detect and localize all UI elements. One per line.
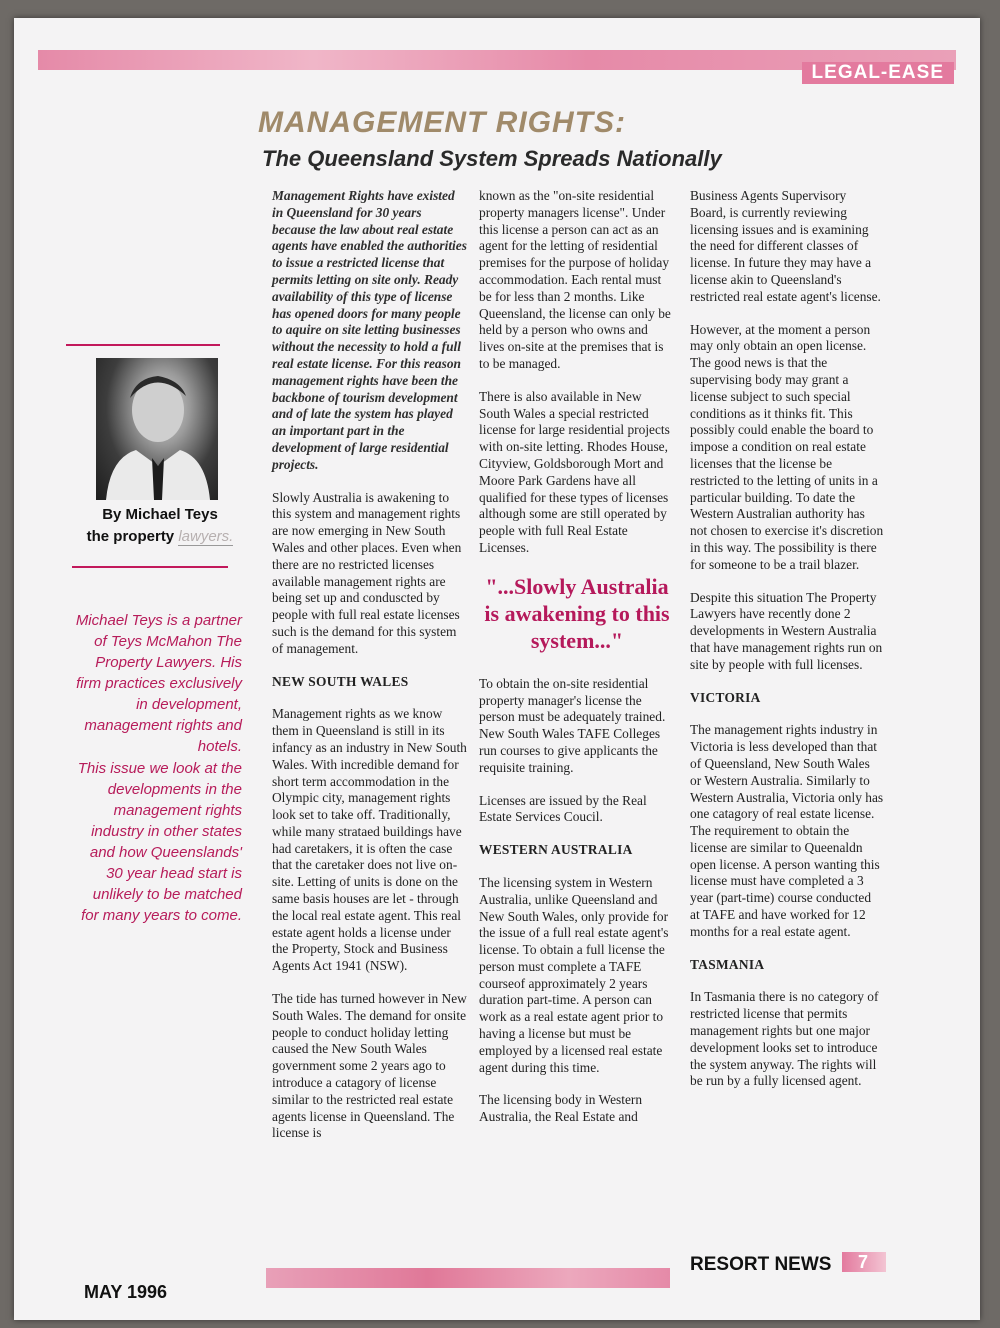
issue-note: This issue we look at the developments in the management rights industry in other states and how Queenslands' 30 year head start is unlikely to be matched for many years to come. [77, 760, 242, 924]
heading-wa: WESTERN AUSTRALIA [479, 842, 633, 858]
paragraph: The licensing system in Western Australia, unlike Queensland and New South Wales, only provide for the issue of a full real estate agent's license. To obtain a full license the person must complete a TAFE courseof approximately 2 years duration part-time. A person can work as a real estate agent prior to having a license but must be employed by a licensed real estate agent during this time. [479, 874, 669, 1075]
divider [66, 344, 220, 346]
page-number: 7 [842, 1252, 886, 1272]
paragraph: To obtain the on-site residential property manager's license the person must be adequately trained. New South Wales TAFE Colleges run courses to give applicants the requisite training. [479, 675, 666, 775]
author-name: By Michael Teys [102, 506, 218, 523]
column-3 [690, 188, 884, 1106]
paragraph: Licenses are issued by the Real Estate Services Coucil. [479, 792, 647, 825]
issue-date: MAY 1996 [84, 1282, 168, 1302]
heading-tasmania: TASMANIA [690, 956, 765, 972]
article-subtitle: The Queensland System Spreads Nationally [262, 146, 722, 171]
paragraph: Business Agents Supervisory Board, is currently reviewing licensing issues and is examining the need for different classes of license. In future they may have a license akin to Queensland's restricted real estate agent's license. [690, 188, 881, 304]
paragraph: known as the "on-site residential property managers license". Under this license a person can act as an agent for the letting of residential premises for the purpose of holiday accommodation. Each rental must be for less than 2 months. Like Queensland, the license can only be held by a person who owns and lives on-site at the premises that is to be managed. [479, 188, 671, 371]
paragraph: The licensing body in Western Australia, the Real Estate and [479, 1092, 643, 1125]
firm-logo [78, 526, 242, 548]
section-tag: LEGAL-EASE [802, 62, 954, 84]
column-2 [479, 188, 675, 1142]
firm-prefix: the property [86, 528, 175, 545]
magazine-name: RESORT NEWS [690, 1254, 832, 1275]
heading-victoria: VICTORIA [690, 689, 761, 705]
firm-word: lawyers. [178, 528, 234, 545]
author-photo [96, 358, 218, 500]
paragraph: Management rights as we know them in Queensland is still in its infancy as an industry in New South Wales. With incredible demand for short term accommodation in the Olympic city, management rights look set to take off. Traditionally, while many strataed buildings have had caretakers, it is often the case that the caretaker does not live on-site. Letting of units is done on the same basis houses are let - through the local real estate agent. This real estate agent holds a license under the Property, Stock and Business Agents Act 1941 (NSW). [272, 706, 467, 974]
heading-nsw: NEW SOUTH WALES [272, 673, 409, 689]
paragraph: The management rights industry in Victoria is less developed than that of Queensland, New South Wales or Western Australia. Similarly to Western Australia, Victoria only has one catagory of real estate license. The requirement to obtain the license are similar to Queenaldn open license. A person wanting this license must have completed a 3 year (part-time) course conducted at TAFE and have worked for 12 months for a real estate agent. [690, 722, 884, 939]
divider [72, 566, 228, 568]
bottom-decorative-band [266, 1268, 670, 1288]
paragraph: However, at the moment a person may only obtain an open license. The good news is that the supervising body may grant a license subject to such special conditions as it thinks fit. This possibly could enable the board to impose a condition on real estate licenses that the license be restricted to the letting of units in a particular building. To date the Western Australian authority has not chosen to exercise it's discretion in this way. The possibility is there for someone to be a trail blazer. [690, 321, 884, 572]
author-byline [78, 504, 242, 548]
column-1 [272, 188, 468, 1158]
intro-paragraph: Management Rights have existed in Queensland for 30 years because the law about real estate agents have enabled the authorities to issue a restricted license that permits letting on site only. Ready availability of this type of license has opened doors for many people to aquire on site letting businesses without the necessity to hold a full real estate license. For this reason management rights have been the backbone of tourism development and of late the system has played an important part in the development of large residential projects. [272, 188, 467, 472]
author-bio: Michael Teys is a partner of Teys McMahon The Property Lawyers. His firm practices exclusively in development, management rights and hotels. [75, 612, 242, 755]
paragraph: The tide has turned however in New South Wales. The demand for onsite people to conduct holiday letting caused the New South Wales government some 2 years ago to introduce a catagory of license similar to the restricted real estate agents license in Queensland. The license is [272, 991, 467, 1141]
pull-quote: "...Slowly Australia is awakening to this system..." [484, 573, 670, 653]
paragraph: Slowly Australia is awakening to this system and management rights are now emerging in New South Wales and other places. Even when there are no restricted licenses available management rights are being set up and conduscted by people with full real estate licenses such is the demand for this system of management. [272, 489, 462, 656]
paragraph: Despite this situation The Property Lawyers have recently done 2 developments in Western Australia that have management rights run on site by people with full licenses. [690, 589, 883, 672]
paragraph: In Tasmania there is no category of restricted license that permits management rights but one major development looks set to introduce the system anyway. The rights will be run by a fully licensed agent. [690, 989, 879, 1089]
magazine-page [14, 18, 980, 1320]
article-title: MANAGEMENT RIGHTS: [258, 106, 626, 139]
paragraph: There is also available in New South Wales a special restricted license for large residential projects with on-site letting. Rhodes House, Cityview, Goldsborough Mort and Moore Park Gardens have all qualified for these types of licenses although some are still operated by people with full Real Estate Licenses. [479, 388, 670, 555]
